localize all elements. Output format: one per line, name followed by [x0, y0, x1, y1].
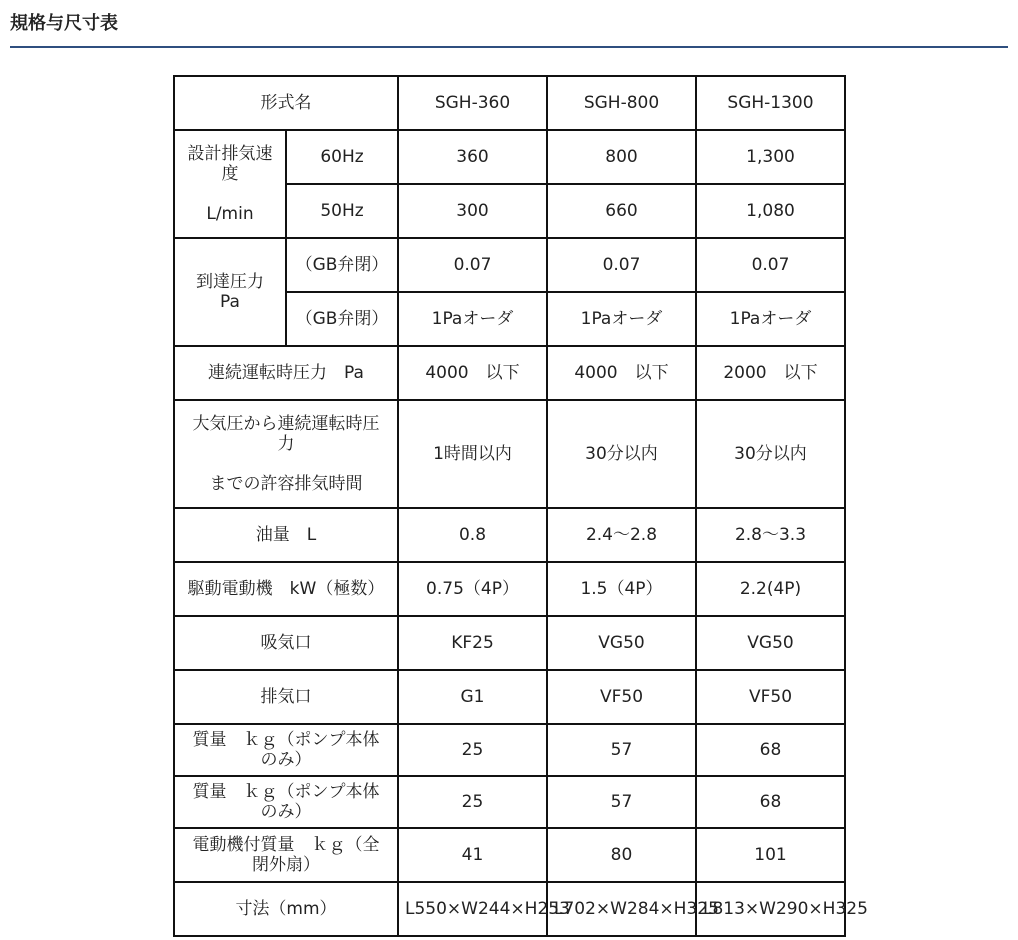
table-row-oil [174, 508, 845, 562]
model-cell: SGH-360 [398, 76, 547, 130]
allowable-label-line2: 力 [277, 434, 295, 454]
speed-label-line1: 設計排気速 [187, 144, 273, 164]
value-cell: 1Paオーダ [398, 292, 547, 346]
value-cell: 0.07 [398, 238, 547, 292]
value-cell: 800 [547, 130, 696, 184]
table-row-continuous [174, 346, 845, 400]
speed-label-line2: 度 [221, 164, 239, 184]
value-cell: L550×W244×H253 [398, 882, 547, 936]
value-cell: VG50 [696, 616, 845, 670]
allowable-label-line3: までの許容排気時間 [209, 474, 363, 494]
allowable-label-line1: 大気圧から連続運転時圧 [192, 414, 380, 434]
speed-unit: L/min [206, 204, 254, 224]
table-row-allowable [174, 400, 845, 508]
table-row-model [174, 76, 845, 130]
value-cell: 4000 以下 [398, 346, 547, 400]
value-cell: 660 [547, 184, 696, 238]
model-cell: SGH-800 [547, 76, 696, 130]
value-cell: VG50 [547, 616, 696, 670]
value-cell: 0.8 [398, 508, 547, 562]
value-cell: 30分以内 [696, 400, 845, 508]
section-heading [10, 8, 1008, 48]
row-label-cell: 寸法（mm） [174, 882, 398, 936]
table-row-pressure-1 [174, 238, 845, 292]
value-cell: 2.2(4P) [696, 562, 845, 616]
value-cell: L702×W284×H325 [547, 882, 696, 936]
row-label-cell [174, 400, 398, 508]
row-label-cell: 排気口 [174, 670, 398, 724]
row-label-cell: 駆動電動機 kW（極数） [174, 562, 398, 616]
table-row-intake [174, 616, 845, 670]
table-row-motor [174, 562, 845, 616]
value-cell: 0.07 [547, 238, 696, 292]
value-cell: 4000 以下 [547, 346, 696, 400]
mass-motor-label-line1: 電動機付質量 ｋｇ（全 [192, 835, 380, 855]
mass-motor-label-line2: 閉外扇） [252, 855, 320, 875]
table-row-exhaust [174, 670, 845, 724]
condition-cell: （GB弁閉） [286, 292, 398, 346]
mass2-label-line1: 質量 ｋｇ（ポンプ本体 [192, 782, 380, 802]
row-label-cell: 連続運転時圧力 Pa [174, 346, 398, 400]
row-label-cell: 油量 L [174, 508, 398, 562]
page-title: 規格与尺寸表 [10, 13, 118, 34]
value-cell: 2.4～2.8 [547, 508, 696, 562]
table-row-mass-1 [174, 724, 845, 776]
value-cell: 2000 以下 [696, 346, 845, 400]
value-cell: 1,300 [696, 130, 845, 184]
value-cell: 25 [398, 776, 547, 828]
pressure-label-cell [174, 238, 286, 346]
value-cell: 41 [398, 828, 547, 882]
value-cell: 57 [547, 776, 696, 828]
table-row-mass-motor [174, 828, 845, 882]
model-cell: SGH-1300 [696, 76, 845, 130]
mass2-label-line2: のみ） [260, 802, 312, 822]
value-cell: VF50 [696, 670, 845, 724]
table-row-mass-2 [174, 776, 845, 828]
model-header-cell: 形式名 [174, 76, 398, 130]
value-cell: 2.8～3.3 [696, 508, 845, 562]
value-cell: 300 [398, 184, 547, 238]
table-row-speed-60 [174, 130, 845, 184]
condition-cell: （GB弁閉） [286, 238, 398, 292]
value-cell: 0.75（4P） [398, 562, 547, 616]
value-cell: VF50 [547, 670, 696, 724]
freq-cell: 50Hz [286, 184, 398, 238]
row-label-cell [174, 828, 398, 882]
row-label-cell: 吸気口 [174, 616, 398, 670]
value-cell: 1時間以内 [398, 400, 547, 508]
table-row-dimensions [174, 882, 845, 936]
value-cell: G1 [398, 670, 547, 724]
row-label-cell [174, 776, 398, 828]
value-cell: KF25 [398, 616, 547, 670]
value-cell: 0.07 [696, 238, 845, 292]
freq-cell: 60Hz [286, 130, 398, 184]
value-cell: 1,080 [696, 184, 845, 238]
value-cell: 360 [398, 130, 547, 184]
mass1-label-line2: のみ） [260, 750, 312, 770]
value-cell: 30分以内 [547, 400, 696, 508]
value-cell: 101 [696, 828, 845, 882]
value-cell: 1Paオーダ [696, 292, 845, 346]
spec-table [173, 75, 868, 937]
value-cell: 68 [696, 724, 845, 776]
value-cell: 1Paオーダ [547, 292, 696, 346]
value-cell: 25 [398, 724, 547, 776]
speed-label-cell [174, 130, 286, 238]
pressure-label-line1: 到達圧力 [196, 272, 264, 292]
value-cell: L813×W290×H325 [696, 882, 845, 936]
value-cell: 57 [547, 724, 696, 776]
value-cell: 68 [696, 776, 845, 828]
mass1-label-line1: 質量 ｋｇ（ポンプ本体 [192, 730, 380, 750]
value-cell: 1.5（4P） [547, 562, 696, 616]
value-cell: 80 [547, 828, 696, 882]
pressure-label-line2: Pa [220, 292, 240, 312]
row-label-cell [174, 724, 398, 776]
